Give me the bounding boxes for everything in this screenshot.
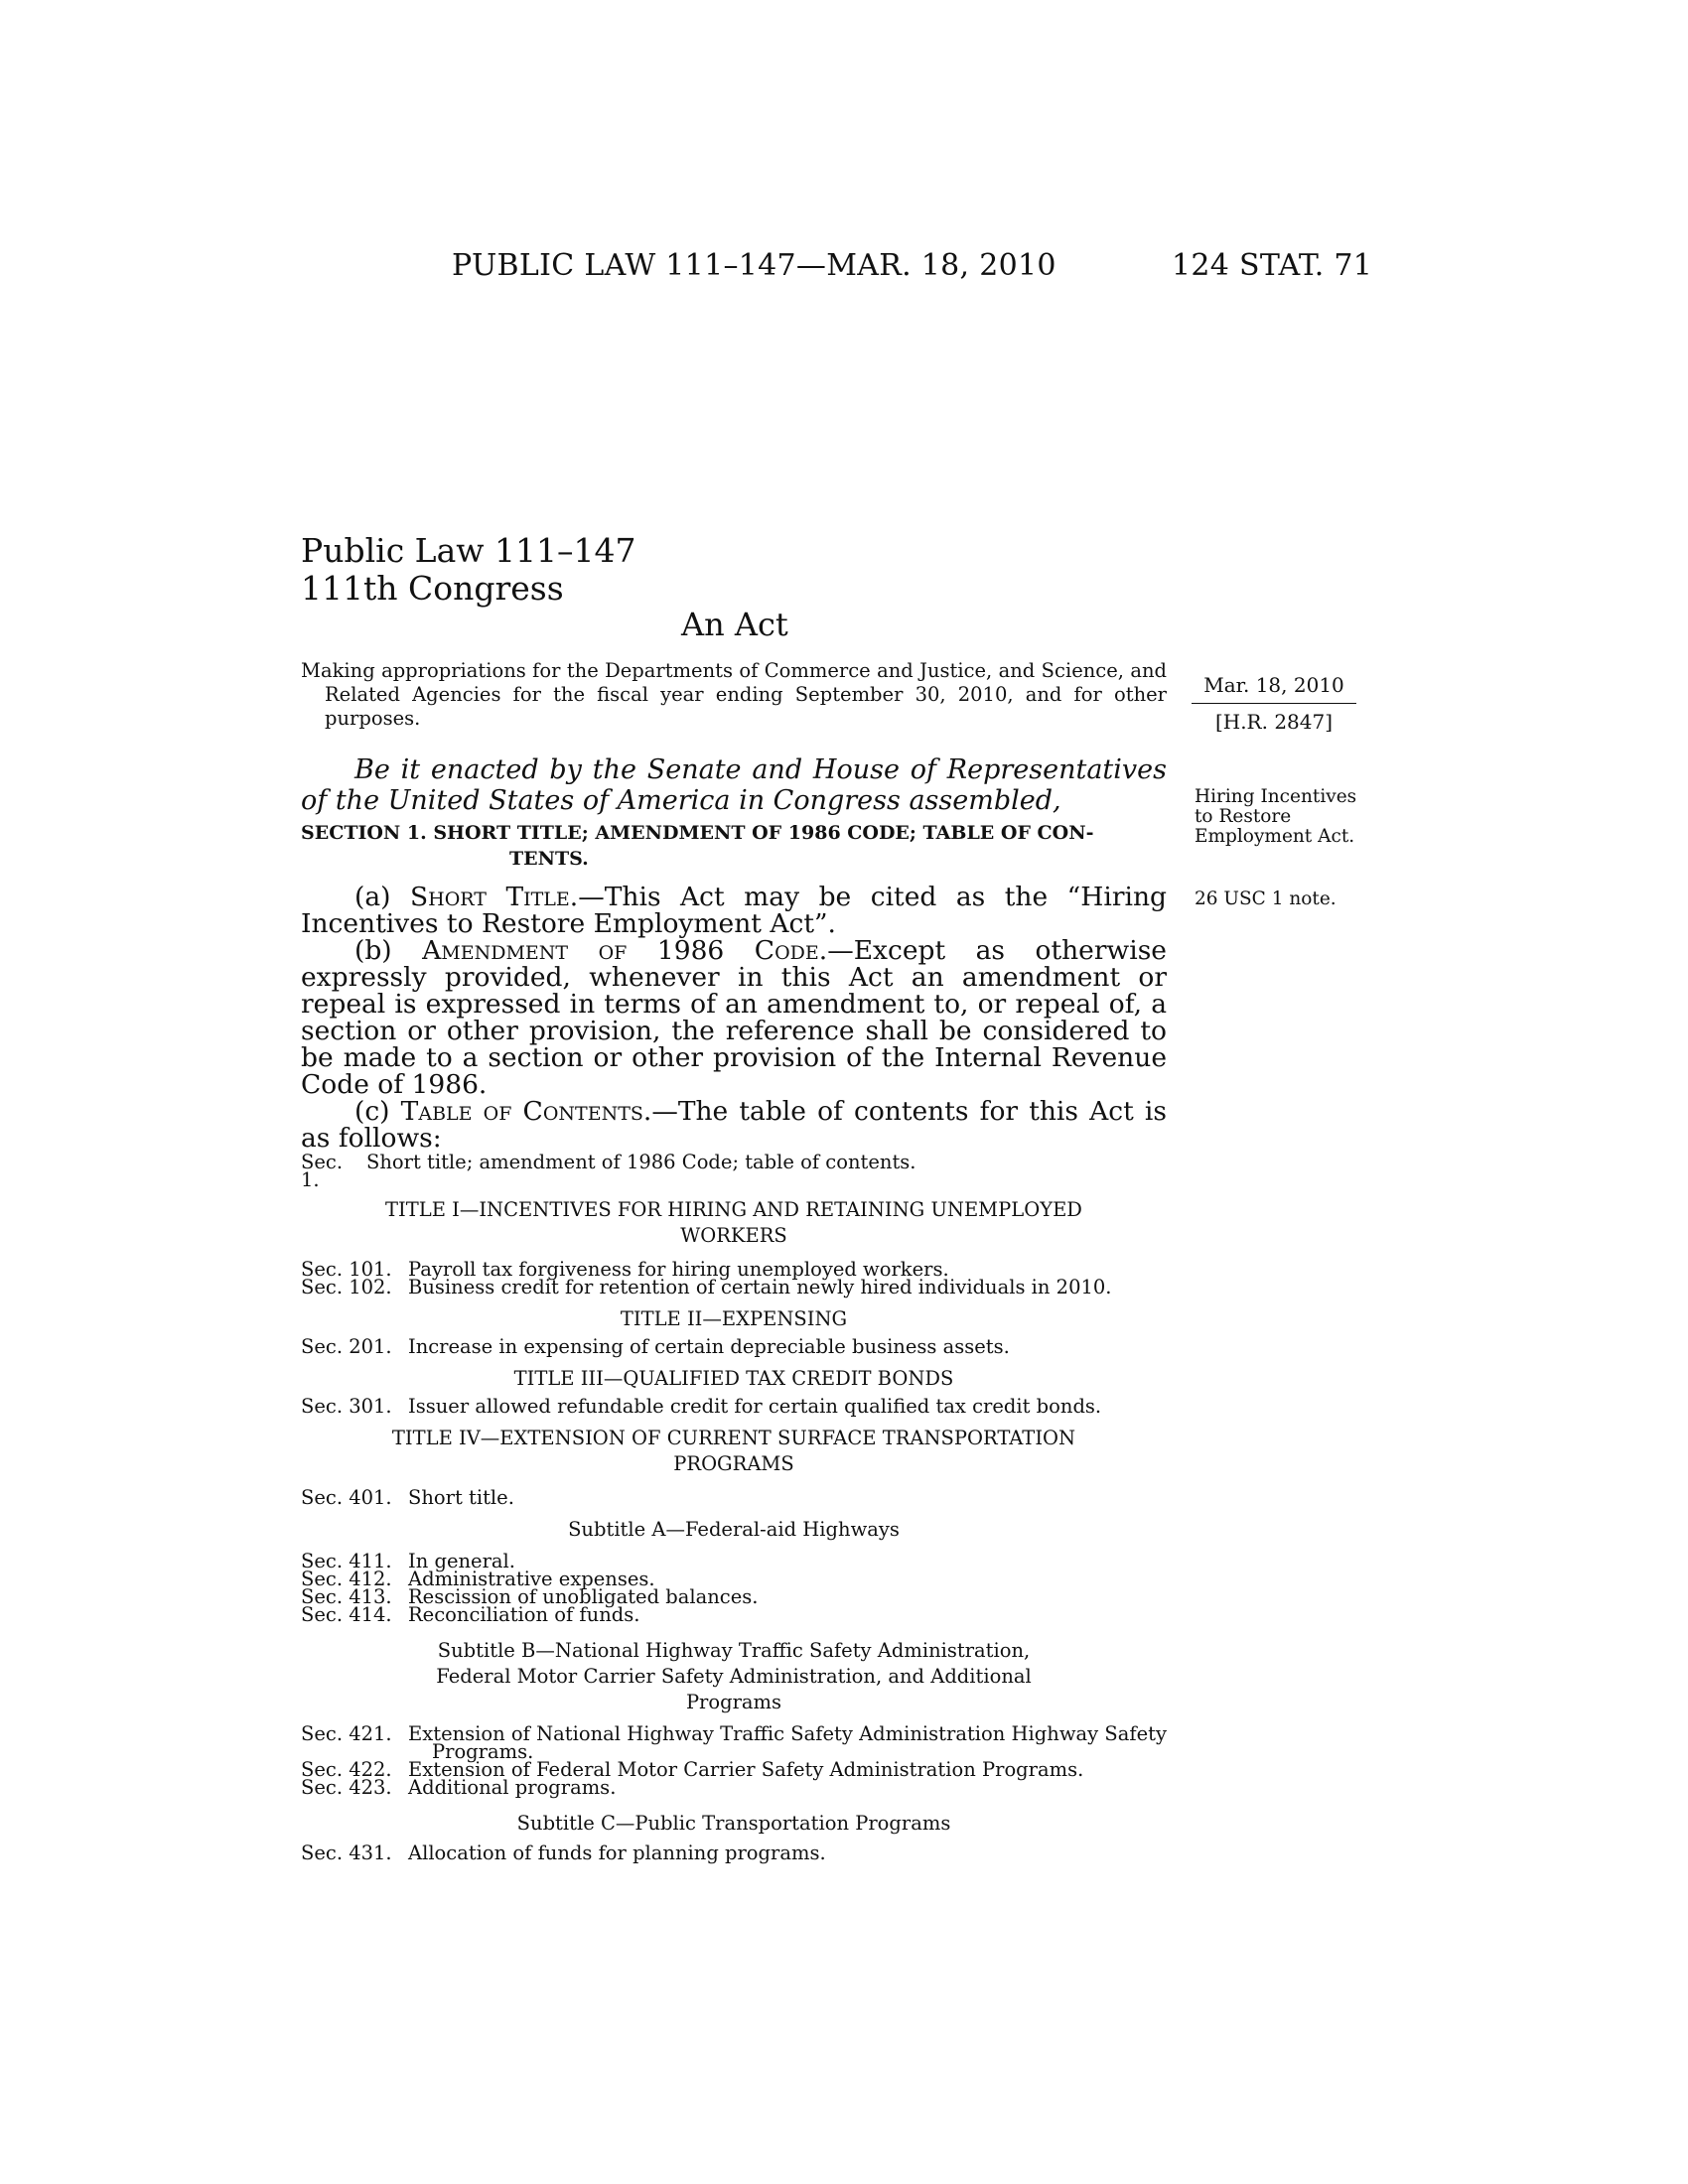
act-purpose <box>301 659 1167 731</box>
toc-title-4: TITLE IV—EXTENSION OF CURRENT SURFACE TRANSPORTATION PROGRAMS <box>391 1427 1076 1475</box>
toc-entry: Sec. 421. Extension of National Highway Traffic Safety Administration Highway Safety Programs. <box>301 1722 1167 1763</box>
enacting-clause <box>301 754 1167 816</box>
subsection-c: (c) Table of Contents.—The table of contents for this Act is as follows: <box>301 1096 1167 1154</box>
section-1-heading-line2: TENTS. <box>509 848 589 870</box>
subsection-b: (b) Amendment of 1986 Code.—Except as otherwise expressly provided, whenever in this Act an amendment or repeal is expressed in terms of an amendment to, or repeal of, a section or other provision, the reference shall be considered to be made to a section or other provision of the Internal Revenue Code of 1986. <box>301 935 1167 1100</box>
toc-entry: Sec. 414. Reconciliation of funds. <box>301 1603 640 1626</box>
subsection-b-label: Amendment of <box>422 935 628 966</box>
toc-title-3: TITLE III—QUALIFIED TAX CREDIT BONDS <box>513 1367 954 1390</box>
enacting-clause-text: Be it enacted by the Senate and House of Representatives of the United States of America in Congress assembled, <box>301 754 1167 816</box>
section-1-body <box>301 884 1167 1152</box>
toc-entry: Sec. 423. Additional programs. <box>301 1776 617 1799</box>
toc-entry: Sec. 301. Issuer allowed refundable credit for certain qualified tax credit bonds. <box>301 1395 1102 1418</box>
congress-label: 111th Congress <box>301 569 564 608</box>
toc-entry: Sec. 412. Administrative expenses. <box>301 1568 655 1590</box>
toc-title-2: TITLE II—EXPENSING <box>620 1307 848 1330</box>
toc-entry: Sec. 422. Extension of Federal Motor Carrier Safety Administration Programs. <box>301 1758 1084 1781</box>
section-1-heading-line1: SECTION 1. SHORT TITLE; AMENDMENT OF 1986 CODE; TABLE OF CON- <box>301 822 1094 844</box>
subsection-c-label: Table of Contents <box>400 1096 643 1127</box>
law-title-block <box>301 532 635 608</box>
toc-entry: Sec. 401. Short title. <box>301 1486 514 1509</box>
subsection-a: (a) Short Title.—This Act may be cited as the “Hiring Incentives to Restore Employment Act”. <box>301 882 1167 939</box>
approval-date: Mar. 18, 2010 <box>1203 673 1344 697</box>
toc-entry: Sec. 413. Rescission of unobligated balances. <box>301 1585 759 1608</box>
toc-title-1: TITLE I—INCENTIVES FOR HIRING AND RETAINING UNEMPLOYED WORKERS <box>385 1198 1082 1247</box>
margin-usc-note: 26 USC 1 note. <box>1195 888 1336 909</box>
toc-entry: Sec. 1. Short title; amendment of 1986 Code; table of contents. <box>301 1151 916 1191</box>
page-number: 124 STAT. 71 <box>1172 248 1373 283</box>
toc-entry: Sec. 201. Increase in expensing of certain depreciable business assets. <box>301 1335 1010 1358</box>
public-law-number: Public Law 111–147 <box>301 531 636 570</box>
section-1-heading <box>301 820 1167 872</box>
toc-entry: Sec. 101. Payroll tax forgiveness for hiring unemployed workers. <box>301 1258 949 1281</box>
an-act-heading: An Act <box>681 606 788 643</box>
running-header-left: PUBLIC LAW 111–147—MAR. 18, 2010 <box>452 248 1056 283</box>
toc-entry: Sec. 431. Allocation of funds for planning programs. <box>301 1842 826 1864</box>
toc-subtitle-c: Subtitle C—Public Transportation Programs <box>516 1812 951 1835</box>
margin-act-name: Hiring Incentives to Restore Employment Act. <box>1195 786 1357 847</box>
bill-number: [H.R. 2847] <box>1192 703 1356 732</box>
toc-entry: Sec. 411. In general. <box>301 1550 515 1572</box>
margin-date <box>1192 675 1356 732</box>
table-of-contents <box>301 1151 1167 1864</box>
toc-subtitle-b: Subtitle B—National Highway Traffic Safety Administration, Federal Motor Carrier Safety Administration, and Additional Programs <box>436 1639 1032 1713</box>
toc-subtitle-a: Subtitle A—Federal-aid Highways <box>568 1518 900 1541</box>
subsection-a-label: Short Title <box>410 882 570 912</box>
toc-entry: Sec. 102. Business credit for retention of certain newly hired individuals in 2010. <box>301 1276 1112 1298</box>
purpose-text: Making appropriations for the Departments of Commerce and Justice, and Science, and Related Agencies for the fiscal year ending September 30, 2010, and for other purposes. <box>301 659 1167 730</box>
